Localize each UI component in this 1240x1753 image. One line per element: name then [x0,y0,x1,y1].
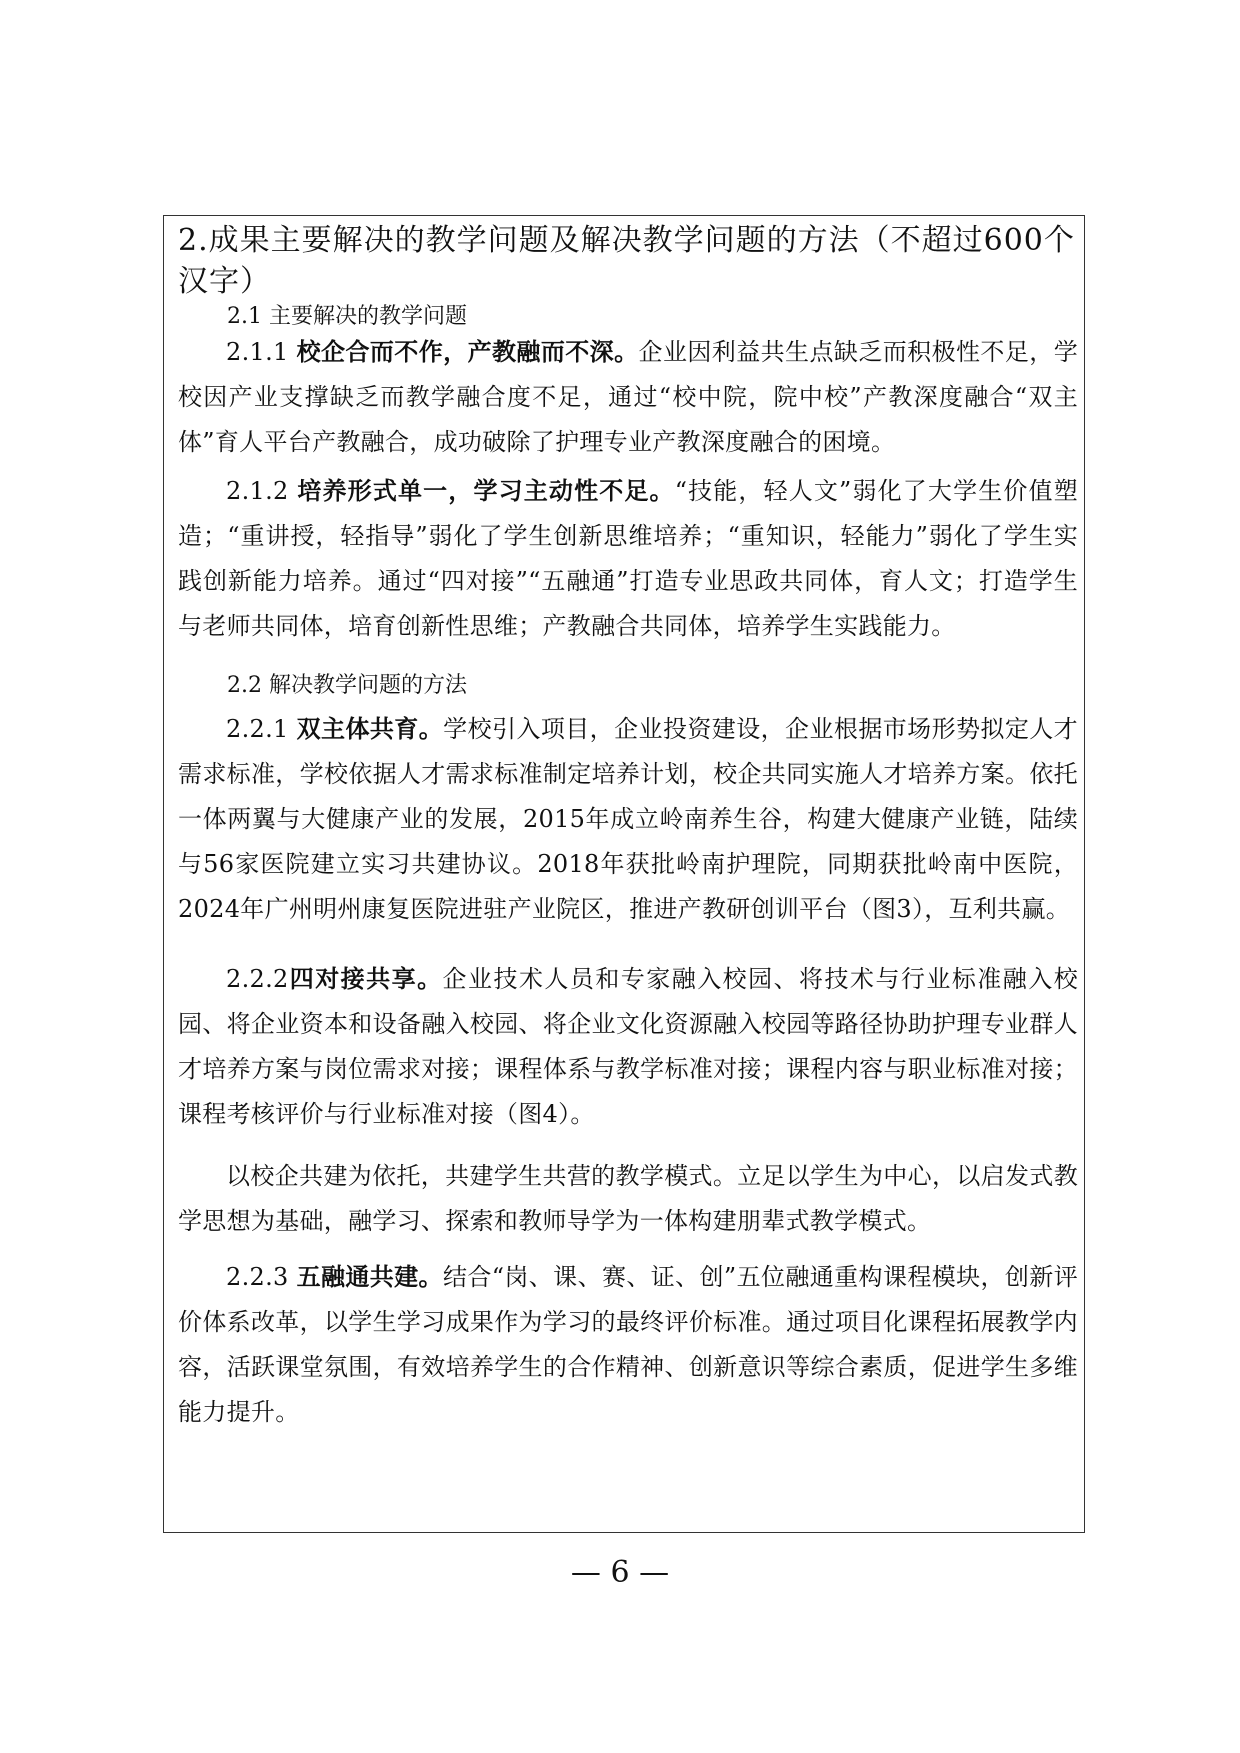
heading-2-1: 2.1 主要解决的教学问题 [227,304,467,329]
paragraph-text: “技能，轻人文”弱化了大学生价值塑造；“重讲授，轻指导”弱化了学生创新思维培养；“重知识，轻能力”弱化了学生实践创新能力培养。通过“四对接”“五融通”打造专业思政共同体，育人文；打造学生与老师共同体，培育创新性思维；产教融合共同体，培养学生实践能力。 [178,477,1079,640]
paragraph-bold-lead: 五融通共建。 [296,1262,443,1291]
paragraph-number: 2.1.2 [226,477,298,505]
page-number: — 6 — [570,1555,670,1590]
paragraph-bold-lead: 四对接共享。 [288,964,443,993]
paragraph-2-2-2-extra: 以校企共建为依托，共建学生共营的教学模式。立足以学生为中心，以启发式教学思想为基础，融学习、探索和教师导学为一体构建朋辈式教学模式。 [178,1162,1078,1235]
paragraph-text: 企业技术人员和专家融入校园、将技术与行业标准融入校园、将企业资本和设备融入校园、将企业文化资源融入校园等路径协助护理专业群人才培养方案与岗位需求对接；课程体系与教学标准对接；课程内容与职业标准对接；课程考核评价与行业标准对接（图4）。 [178,965,1079,1128]
paragraph-number: 2.1.1 [226,338,297,366]
paragraph-2-2-3 [178,1254,1078,1435]
paragraph-2-2-2 [178,956,1078,1137]
paragraph-bold-lead: 培养形式单一，学习主动性不足。 [297,476,675,505]
paragraph-text: 企业因利益共生点缺乏而积极性不足，学校因产业支撑缺乏而教学融合度不足，通过“校中院，院中校”产教深度融合“双主体”育人平台产教融合，成功破除了护理专业产教深度融合的困境。 [178,338,1078,456]
paragraph-2-1-1 [178,329,1078,465]
content-box [163,215,1085,1533]
paragraph-number: 2.2.1 [226,715,297,743]
heading-2-2: 2.2 解决教学问题的方法 [227,673,467,698]
paragraph-text: 结合“岗、课、赛、证、创”五位融通重构课程模块，创新评价体系改革，以学生学习成果作为学习的最终评价标准。通过项目化课程拓展教学内容，活跃课堂氛围，有效培养学生的合作精神、创新意识等综合素质，促进学生多维能力提升。 [178,1263,1078,1426]
paragraph-text: 学校引入项目，企业投资建设，企业根据市场形势拟定人才需求标准，学校依据人才需求标准制定培养计划，校企共同实施人才培养方案。依托一体两翼与大健康产业的发展，2015年成立岭南养生谷，构建大健康产业链，陆续与56家医院建立实习共建协议。2018年获批岭南护理院，同期获批岭南中医院，2024年广州明州康复医院进驻产业院区，推进产教研创训平台（图3），互利共赢。 [178,715,1078,923]
paragraph-2-2-1 [178,706,1078,932]
paragraph-2-1-2 [178,468,1078,649]
paragraph-number: 2.2.2 [226,965,289,993]
section-title: 2.成果主要解决的教学问题及解决教学问题的方法（不超过600个汉字） [178,223,1075,299]
paragraph-bold-lead: 双主体共育。 [296,714,444,743]
paragraph-number: 2.2.3 [226,1263,297,1291]
paragraph-bold-lead: 校企合而不作，产教融而不深。 [296,337,639,366]
